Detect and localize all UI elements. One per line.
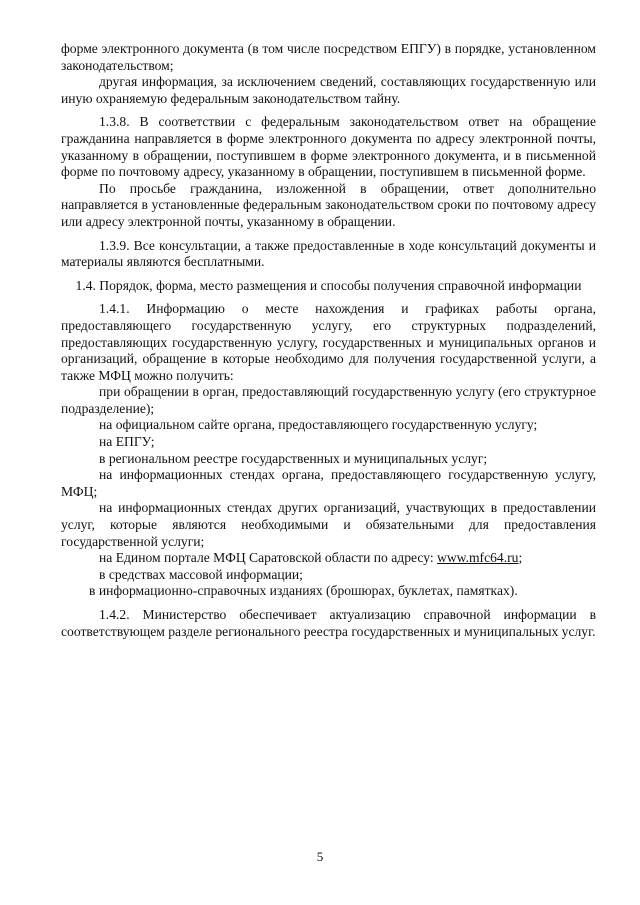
document-body	[61, 41, 596, 640]
paragraph-1-4-1: 1.4.1. Информацию о месте нахождения и графиках работы органа, предоставляющего государственную услугу, его структурных подразделений, предоставляющих государственную услугу, государственных и муниципальных органов и организаций, обращение в которые необходимо для получения государственной услуги, а также МФЦ можно получить:	[61, 301, 596, 383]
mfc-portal-text: на Едином портале МФЦ Саратовской области по адресу:	[99, 550, 438, 566]
paragraph-1-3-9: 1.3.9. Все консультации, а также предоставленные в ходе консультаций документы и материалы являются бесплатными.	[61, 237, 596, 270]
page-number: 5	[316, 849, 324, 864]
list-item-regional-registry: в региональном реестре государственных и муниципальных услуг;	[99, 450, 488, 466]
list-item-body-visit: при обращении в орган, предоставляющий государственную услугу (его структурное подразделение);	[61, 384, 596, 416]
mfc-portal-suffix: ;	[518, 550, 523, 566]
paragraph-electronic-form: форме электронного документа (в том числе посредством ЕПГУ) в порядке, установленном законодательством;	[61, 41, 596, 73]
mfc-portal-link[interactable]: www.mfc64.ru	[437, 550, 519, 566]
list-item-reference-publications: в информационно-справочных изданиях (брошюрах, буклетах, памятках).	[89, 583, 518, 599]
section-heading-1-4: 1.4. Порядок, форма, место размещения и способы получения справочной информации	[75, 277, 582, 293]
paragraph-1-4-2: 1.4.2. Министерство обеспечивает актуализацию справочной информации в соответствующем разделе регионального реестра государственных и муниципальных услуг.	[61, 607, 596, 639]
list-item-info-stands-body: на информационных стендах органа, предоставляющего государственную услугу, МФЦ;	[61, 467, 596, 499]
list-item-official-site: на официальном сайте органа, предоставляющего государственную услугу;	[99, 417, 538, 433]
list-item-epgu: на ЕПГУ;	[99, 434, 155, 450]
paragraph-other-information: другая информация, за исключением сведений, составляющих государственную или иную охраняемую федеральным законодательством тайну.	[61, 74, 596, 106]
list-item-mass-media: в средствах массовой информации;	[99, 566, 303, 582]
list-item-mfc-portal	[61, 550, 596, 567]
list-item-info-stands-others: на информационных стендах других организаций, участвующих в предоставлении услуг, которые являются необходимыми и обязательными для предоставления государственной услуги;	[61, 500, 596, 549]
paragraph-1-3-8: 1.3.8. В соответствии с федеральным законодательством ответ на обращение гражданина направляется в форме электронного документа по адресу электронной почты, указанному в обращении, поступившем в форме электронного документа, и в письменной форме по почтовому адресу, указанному в обращении, поступившем в письменной форме.	[61, 114, 596, 180]
paragraph-citizen-request: По просьбе гражданина, изложенной в обращении, ответ дополнительно направляется в установленные федеральным законодательством сроки по почтовому адресу или адресу электронной почты, указанному в обращении.	[61, 180, 596, 229]
